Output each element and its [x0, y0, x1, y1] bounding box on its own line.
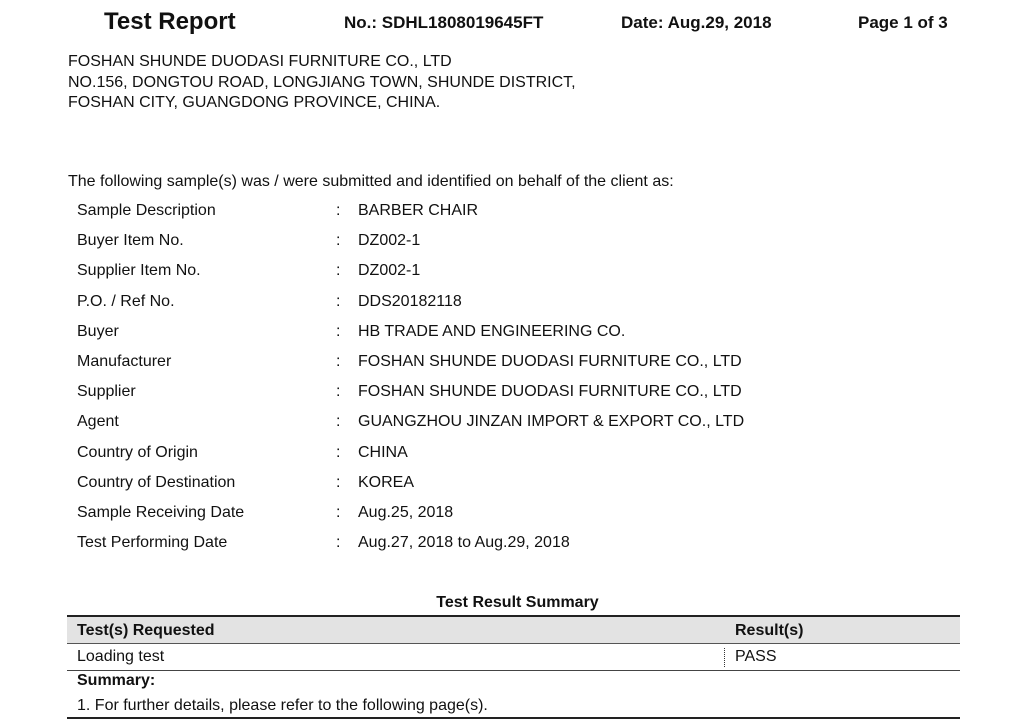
info-label: Supplier Item No.	[77, 262, 201, 280]
info-label: Test Performing Date	[77, 534, 228, 552]
info-colon: :	[336, 413, 341, 431]
test-name-cell: Loading test	[77, 648, 165, 665]
table-header	[67, 617, 960, 644]
report-date: Date: Aug.29, 2018	[621, 13, 772, 32]
info-value: KOREA	[358, 473, 415, 491]
info-label: Manufacturer	[77, 352, 172, 370]
info-colon: :	[336, 322, 341, 340]
info-colon: :	[336, 534, 341, 552]
client-address-line: NO.156, DONGTOU ROAD, LONGJIANG TOWN, SHUNDE DISTRICT,	[68, 73, 576, 91]
intro-text: The following sample(s) was / were submitted and identified on behalf of the client as:	[68, 173, 674, 190]
table-row	[67, 644, 960, 671]
report-number: No.: SDHL1808019645FT	[344, 13, 544, 32]
info-value: CHINA	[358, 443, 408, 461]
column-divider	[724, 648, 725, 667]
summary-label: Summary:	[77, 672, 156, 689]
result-cell: PASS	[735, 648, 777, 665]
info-colon: :	[336, 352, 341, 370]
info-label: Buyer Item No.	[77, 232, 184, 250]
info-label: Agent	[77, 413, 119, 431]
client-address	[68, 52, 576, 114]
info-value: DZ002-1	[358, 262, 421, 280]
info-value: DZ002-1	[358, 232, 421, 250]
info-colon: :	[336, 202, 341, 219]
summary-item: 1. For further details, please refer to the following page(s).	[77, 697, 488, 714]
info-colon: :	[336, 503, 341, 521]
result-summary-table	[67, 615, 960, 714]
info-label: P.O. / Ref No.	[77, 292, 175, 310]
info-colon: :	[336, 443, 341, 461]
column-header-test: Test(s) Requested	[77, 622, 215, 639]
column-header-result: Result(s)	[735, 622, 804, 639]
info-label: Country of Destination	[77, 473, 236, 491]
info-value: DDS20182118	[358, 292, 462, 310]
info-colon: :	[336, 292, 341, 310]
info-label: Sample Description	[77, 202, 216, 219]
info-label: Sample Receiving Date	[77, 503, 245, 521]
info-label: Supplier	[77, 383, 136, 401]
result-summary-heading: Test Result Summary	[436, 594, 599, 611]
report-title: Test Report	[104, 8, 236, 35]
client-address-line: FOSHAN CITY, GUANGDONG PROVINCE, CHINA.	[68, 94, 441, 111]
info-colon: :	[336, 473, 341, 491]
info-label: Country of Origin	[77, 443, 198, 461]
page-number: Page 1 of 3	[858, 13, 948, 32]
client-name: FOSHAN SHUNDE DUODASI FURNITURE CO., LTD	[68, 53, 452, 70]
info-value: BARBER CHAIR	[358, 202, 479, 219]
info-value: GUANGZHOU JINZAN IMPORT & EXPORT CO., LTD	[358, 413, 745, 431]
info-label: Buyer	[77, 322, 119, 340]
info-colon: :	[336, 232, 341, 250]
info-value: HB TRADE AND ENGINEERING CO.	[358, 322, 626, 340]
info-value: Aug.27, 2018 to Aug.29, 2018	[358, 534, 570, 552]
info-value: FOSHAN SHUNDE DUODASI FURNITURE CO., LTD	[358, 383, 742, 401]
info-value: Aug.25, 2018	[358, 503, 454, 521]
info-value: FOSHAN SHUNDE DUODASI FURNITURE CO., LTD	[358, 352, 742, 370]
info-colon: :	[336, 262, 341, 280]
info-colon: :	[336, 383, 341, 401]
